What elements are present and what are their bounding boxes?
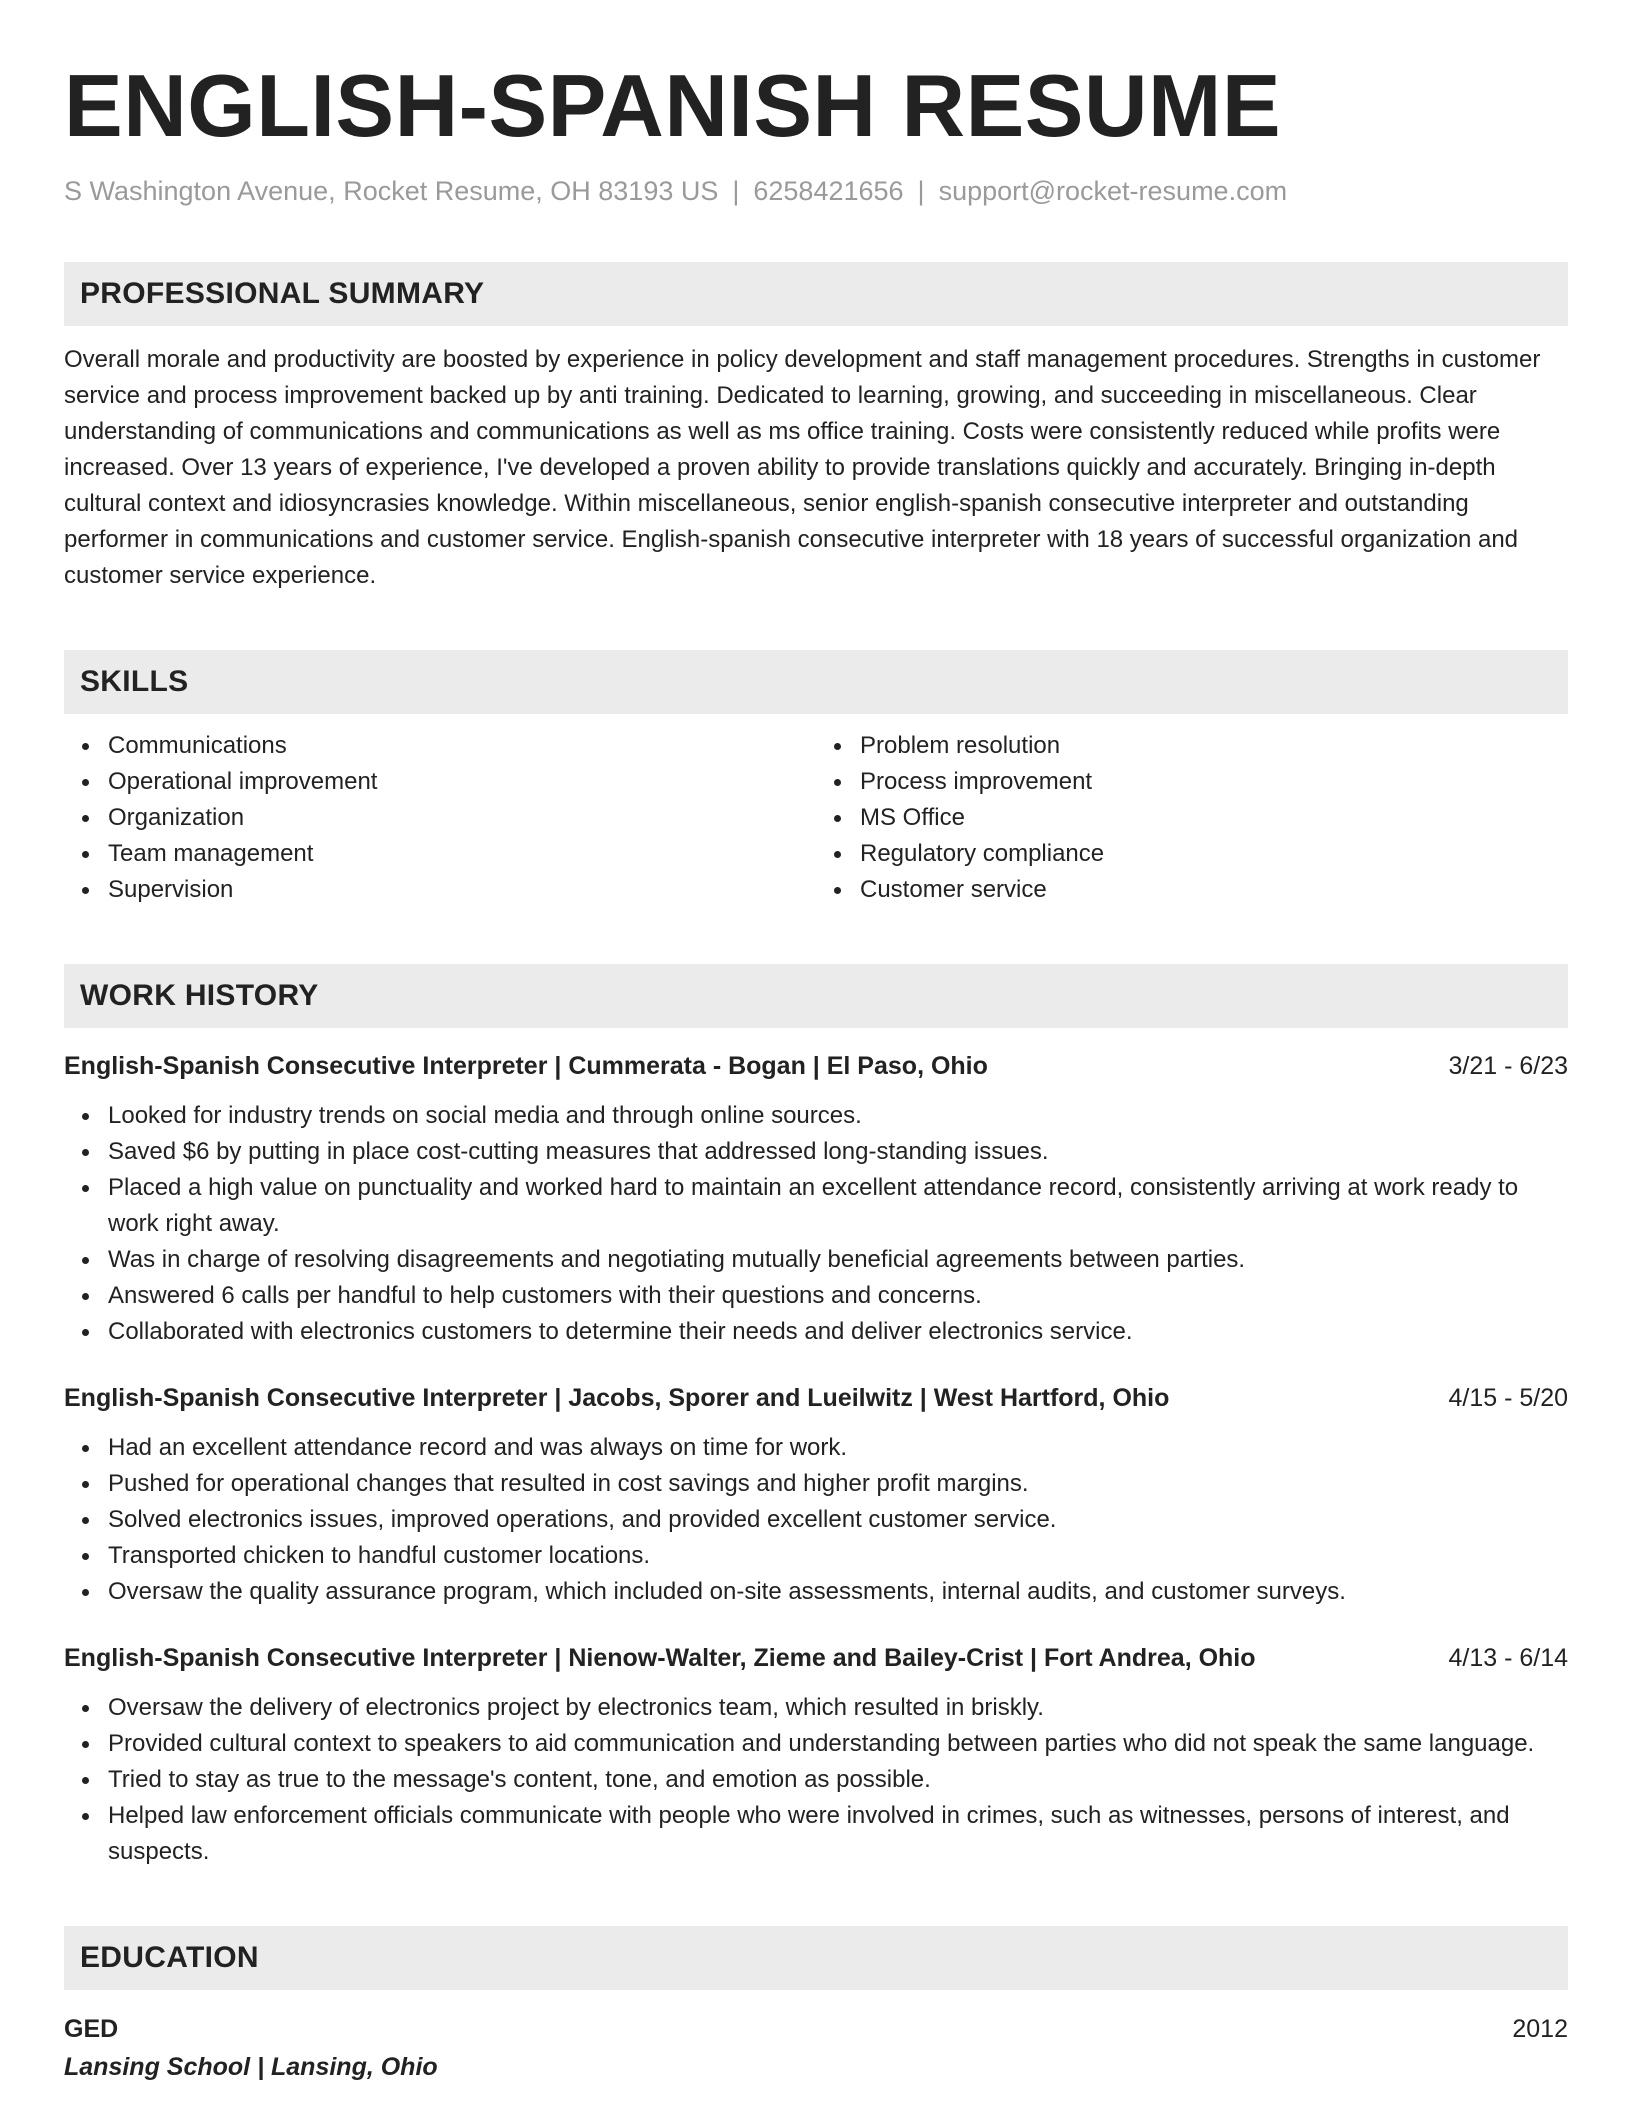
job-bullets bbox=[64, 1690, 1568, 1870]
skill-item: Supervision bbox=[108, 872, 816, 908]
skill-item: Organization bbox=[108, 800, 816, 836]
summary-text: Overall morale and productivity are boosted by experience in policy development and staff management procedures. Strengths in customer service and process improvement backed up by anti training. Dedicated to learning, growing, and succeeding in miscellaneous. Clear understanding of communications and communications as well as ms office training. Costs were consistently reduced while profits were increased. Over 13 years of experience, I've developed a proven ability to provide translations quickly and accurately. Bringing in-depth cultural context and idiosyncrasies knowledge. Within miscellaneous, senior english-spanish consecutive interpreter and outstanding performer in communications and customer service. English-spanish consecutive interpreter with 18 years of successful organization and customer service experience. bbox=[64, 346, 1541, 589]
skill-item: Regulatory compliance bbox=[860, 836, 1568, 872]
job-bullet: Collaborated with electronics customers to determine their needs and deliver electronics service. bbox=[108, 1314, 1568, 1350]
job-bullet: Pushed for operational changes that resulted in cost savings and higher profit margins. bbox=[108, 1466, 1568, 1502]
skill-item: MS Office bbox=[860, 800, 1568, 836]
education-header bbox=[64, 2010, 1568, 2048]
skill-item: Communications bbox=[108, 728, 816, 764]
education-school: Lansing School | Lansing, Ohio bbox=[64, 2053, 438, 2081]
job-bullet: Helped law enforcement officials communicate with people who were involved in crimes, such as witnesses, persons of interest, and suspects. bbox=[108, 1798, 1568, 1870]
job-dates: 4/13 - 6/14 bbox=[1448, 1644, 1568, 1672]
job-bullet: Oversaw the quality assurance program, which included on-site assessments, internal audits, and customer surveys. bbox=[108, 1574, 1568, 1610]
job-bullet: Tried to stay as true to the message's content, tone, and emotion as possible. bbox=[108, 1762, 1568, 1798]
job-title: English-Spanish Consecutive Interpreter | Jacobs, Sporer and Lueilwitz | West Hartford, Ohio bbox=[64, 1384, 1170, 1412]
job-bullet: Answered 6 calls per handful to help customers with their questions and concerns. bbox=[108, 1278, 1568, 1314]
job-dates: 4/15 - 5/20 bbox=[1448, 1384, 1568, 1412]
contact-line bbox=[64, 174, 1568, 208]
contact-address: S Washington Avenue, Rocket Resume, OH 83193 US bbox=[64, 176, 719, 206]
skill-item: Process improvement bbox=[860, 764, 1568, 800]
skill-item: Problem resolution bbox=[860, 728, 1568, 764]
job-bullet: Provided cultural context to speakers to aid communication and understanding between parties who did not speak the same language. bbox=[108, 1726, 1568, 1762]
job-bullet: Was in charge of resolving disagreements and negotiating mutually beneficial agreements between parties. bbox=[108, 1242, 1568, 1278]
job-bullets bbox=[64, 1430, 1568, 1610]
skills-column-left bbox=[64, 728, 816, 908]
skill-item: Operational improvement bbox=[108, 764, 816, 800]
job-entry bbox=[64, 1380, 1568, 1610]
job-bullet: Oversaw the delivery of electronics project by electronics team, which resulted in briskly. bbox=[108, 1690, 1568, 1726]
skills-column-right bbox=[816, 728, 1568, 908]
job-bullet: Saved $6 by putting in place cost-cutting measures that addressed long-standing issues. bbox=[108, 1134, 1568, 1170]
job-title: English-Spanish Consecutive Interpreter | Cummerata - Bogan | El Paso, Ohio bbox=[64, 1052, 988, 1080]
skills-list bbox=[64, 728, 1568, 908]
job-bullet: Had an excellent attendance record and was always on time for work. bbox=[108, 1430, 1568, 1466]
contact-separator: | bbox=[917, 176, 925, 206]
education-entry bbox=[64, 2010, 1568, 2086]
job-bullets bbox=[64, 1098, 1568, 1350]
skill-item: Team management bbox=[108, 836, 816, 872]
education-heading: EDUCATION bbox=[64, 1926, 1568, 1990]
contact-phone: 6258421656 bbox=[753, 176, 904, 206]
job-bullet: Placed a high value on punctuality and worked hard to maintain an excellent attendance record, consistently arriving at work ready to work right away. bbox=[108, 1170, 1568, 1242]
skills-heading: SKILLS bbox=[64, 650, 1568, 714]
job-title: English-Spanish Consecutive Interpreter | Nienow-Walter, Zieme and Bailey-Crist | Fort Andrea, Ohio bbox=[64, 1644, 1256, 1672]
job-bullet: Transported chicken to handful customer locations. bbox=[108, 1538, 1568, 1574]
job-entry bbox=[64, 1640, 1568, 1870]
contact-separator: | bbox=[732, 176, 740, 206]
resume-name: ENGLISH-SPANISH RESUME bbox=[64, 56, 1282, 155]
work-history-heading: WORK HISTORY bbox=[64, 964, 1568, 1028]
skill-item: Customer service bbox=[860, 872, 1568, 908]
education-year: 2012 bbox=[1512, 2015, 1568, 2043]
job-entry bbox=[64, 1048, 1568, 1350]
education-degree: GED bbox=[64, 2015, 119, 2043]
contact-email: support@rocket-resume.com bbox=[938, 176, 1288, 206]
summary-heading: PROFESSIONAL SUMMARY bbox=[64, 262, 1568, 326]
job-header bbox=[64, 1640, 1568, 1676]
job-header bbox=[64, 1380, 1568, 1416]
job-header bbox=[64, 1048, 1568, 1084]
job-bullet: Solved electronics issues, improved operations, and provided excellent customer service. bbox=[108, 1502, 1568, 1538]
job-bullet: Looked for industry trends on social media and through online sources. bbox=[108, 1098, 1568, 1134]
job-dates: 3/21 - 6/23 bbox=[1448, 1052, 1568, 1080]
